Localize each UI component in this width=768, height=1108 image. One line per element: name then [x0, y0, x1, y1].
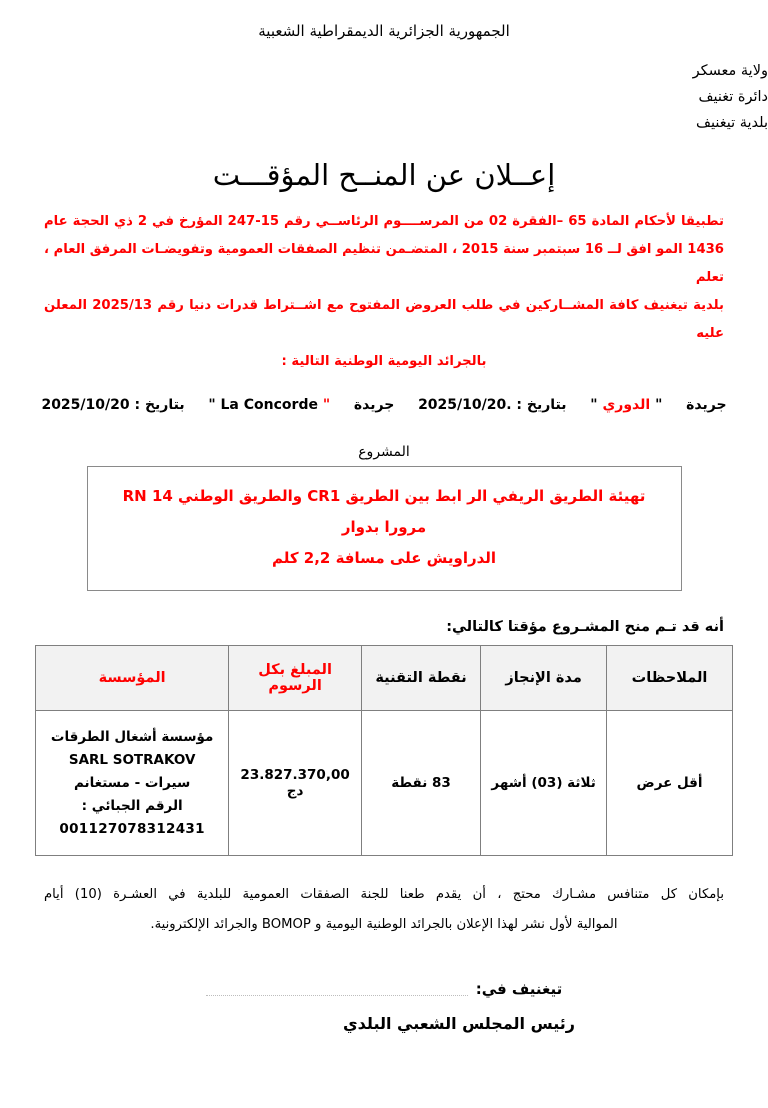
table-header-amount: المبلغ بكل الرسوم — [229, 646, 362, 711]
newspaper-name-2: La Concorde — [220, 397, 318, 413]
project-box — [87, 466, 682, 591]
legal-line-3: بلدية تيغنيف كافة المشــاركين في طلب العروض المفتوح مع اشــتراط قدرات دنيا رقم 2025/13 المعلن عليه — [44, 298, 724, 341]
quote-close-1: " — [590, 397, 598, 413]
table-header-duration: مدة الإنجاز — [481, 646, 607, 711]
newspaper-date-label-2: بتاريخ : — [134, 397, 185, 413]
republic-heading: الجمهورية الجزائرية الديمقراطية الشعبية — [258, 22, 510, 40]
signature-block — [0, 980, 768, 1033]
closing-line-2: الموالية لأول نشر لهذا الإعلان بالجرائد الوطنية اليومية و BOMOP والجرائد الإلكترونية. — [150, 917, 618, 932]
table-head — [36, 646, 733, 711]
table-body — [36, 711, 733, 856]
document-page — [0, 22, 768, 1108]
quote-open-2: " — [322, 397, 331, 413]
closing-line-1: بإمكان كل متنافس مشـارك محتج ، أن يقدم طعنا للجنة الصفقات العمومية للبلدية في العشـرة (10) أيام — [44, 887, 724, 902]
project-label: المشروع — [358, 444, 410, 460]
newspaper-date-2: 2025/10/20 — [41, 397, 130, 413]
institution-legal-name: SARL SOTRAKOV — [68, 751, 196, 768]
cell-notes: أقل عرض — [607, 711, 733, 856]
tax-id-label: الرقم الجبائي : — [81, 797, 183, 814]
signature-place-label: تيغنيف في: — [475, 980, 563, 998]
table-header-row — [36, 646, 733, 711]
newspaper-entry-1 — [413, 397, 726, 413]
newspaper-name-1: الدوري — [602, 397, 651, 413]
signature-place-row — [0, 980, 768, 998]
institution-address: سيرات - مستغانم — [73, 774, 191, 791]
table-header-technical: نقطة التقنية — [361, 646, 480, 711]
appeal-paragraph — [44, 880, 724, 940]
cell-duration: ثلاثة (03) أشهر — [481, 711, 607, 856]
page-title: إعــلان عن المنــح المؤقـــت — [212, 158, 556, 192]
administrative-header — [0, 58, 768, 136]
legal-reference-paragraph — [44, 208, 724, 376]
institution-name: مؤسسة أشغال الطرقات — [50, 728, 214, 745]
signature-date-rule — [206, 995, 468, 996]
table-header-notes: الملاحظات — [607, 646, 733, 711]
newspaper-date-1: 2025/10/20. — [418, 397, 512, 413]
table-header-institution: المؤسسة — [36, 646, 229, 711]
newspaper-label-2: جريدة — [353, 397, 395, 413]
wilaya-line: ولاية معسكر — [692, 63, 768, 79]
newspapers-line — [0, 392, 768, 418]
legal-line-4: بالجرائد اليومية الوطنية التالية : — [281, 354, 487, 369]
newspaper-label-1: جريدة — [686, 397, 727, 413]
cell-technical: 83 نقطة — [361, 711, 480, 856]
tax-id-value: 001127078312431 — [59, 820, 205, 837]
legal-line-1: تطبيقا لأحكام المادة 65 –الفقرة 02 من المرســــوم الرئاســي رقم 15-247 المؤرخ في 2 ذي الحجة عام — [44, 214, 724, 229]
award-table — [35, 645, 733, 856]
project-title-line-2: الدراويش على مسافة 2,2 كلم — [271, 549, 497, 567]
quote-close-2: " — [208, 397, 216, 413]
quote-open-1: " — [655, 397, 663, 413]
baladia-line: بلدية تيغنيف — [695, 115, 768, 131]
newspaper-entry-2 — [41, 397, 394, 413]
signature-role: رئيس المجلس الشعبي البلدي — [343, 1014, 575, 1033]
project-title-line-1: تهيئة الطريق الريفي الر ابط بين الطريق CR1 والطريق الوطني RN 14 مرورا بدوار — [122, 487, 646, 536]
newspaper-date-label-1: بتاريخ : — [516, 397, 567, 413]
daira-line: دائرة تغنيف — [698, 89, 768, 105]
legal-line-2: 1436 المو افق لــ 16 سبتمبر سنة 2015 ، المتضـمن تنظيم الصفقات العمومية وتفويضـات المرفق العام ، تعلم — [44, 242, 724, 285]
table-row — [36, 711, 733, 856]
cell-institution — [36, 711, 229, 856]
award-intro-text: أنه قد تـم منح المشـروع مؤقتا كالتالي: — [446, 619, 724, 635]
cell-amount: 23.827.370,00 دج — [229, 711, 362, 856]
